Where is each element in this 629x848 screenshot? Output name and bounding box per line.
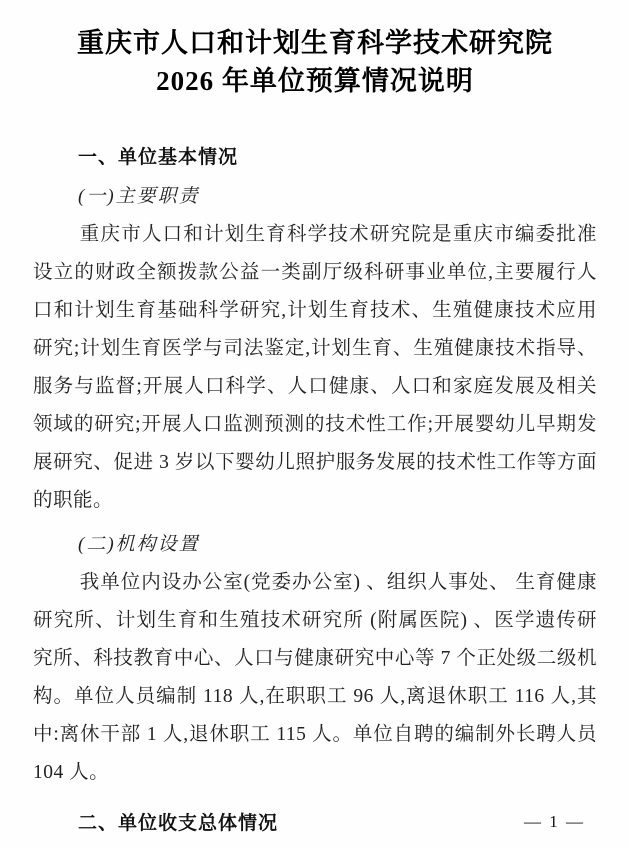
- document-title: [33, 24, 597, 100]
- section-heading-basic-info: 一、单位基本情况: [78, 147, 239, 168]
- document-title-line1: 重庆市人口和计划生育科学技术研究院: [77, 28, 553, 58]
- document-title-line2: 2026 年单位预算情况说明: [156, 66, 474, 96]
- paragraph-org-structure: 我单位内设办公室(党委办公室) 、组织人事处、 生育健康研究所、计划生育和生殖技术研究所 (附属医院) 、医学遗传研究所、科技教育中心、人口与健康研究中心等 7 个正处级二级机构。单位人员编制 118 人,在职职工 96 人,离退休职工 116 人,其中:离休干部 1 人,退休职工 115 人。单位自聘的编制外长聘人员 104 人。: [33, 572, 597, 783]
- subsection-heading-main-duties: (一)主要职责: [78, 186, 200, 207]
- subsection-heading-org-structure: (二)机构设置: [78, 534, 200, 555]
- section-heading-revenue-expenditure: 二、单位收支总体情况: [78, 813, 279, 834]
- page-number: — 1 —: [524, 812, 585, 831]
- paragraph-main-duties: 重庆市人口和计划生育科学技术研究院是重庆市编委批准设立的财政全额拨款公益一类副厅级科研事业单位,主要履行人口和计划生育基础科学研究,计划生育技术、生殖健康技术应用研究;计划生育医学与司法鉴定,计划生育、生殖健康技术指导、服务与监督;开展人口科学、人口健康、人口和家庭发展及相关领域的研究;开展人口监测预测的技术性工作;开展婴幼儿早期发展研究、促进 3 岁以下婴幼儿照护服务发展的技术性工作等方面的职能。: [33, 224, 597, 511]
